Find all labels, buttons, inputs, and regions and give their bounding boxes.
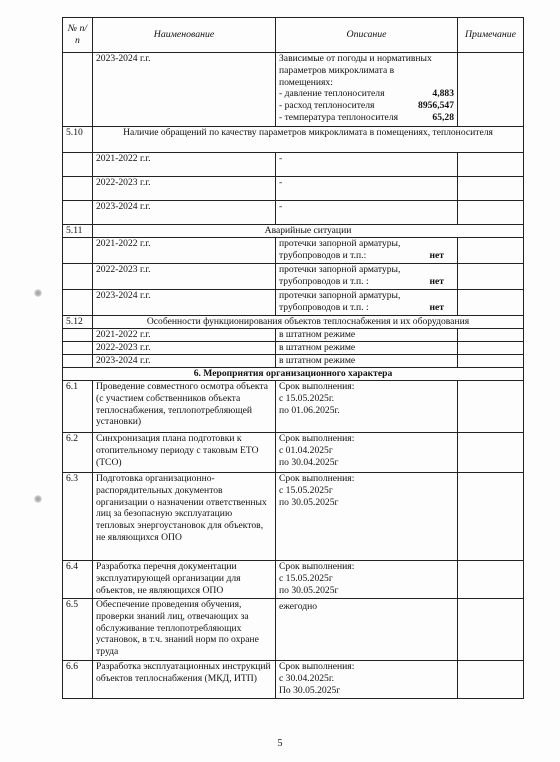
- section-title: Особенности функционирования объектов теплоснабжения и их оборудования: [93, 316, 524, 329]
- description-cell: -: [276, 177, 458, 201]
- description-cell: Зависимые от погоды и нормативных параметров микроклимата в помещениях: - давление теплоносителя 4,883 - расход теплоносителя 8956,547 - температура теплоносителя 65,28: [276, 53, 458, 127]
- description-cell: протечки запорной арматуры, трубопроводов и т.п. : нет: [276, 290, 458, 316]
- measure-name: Разработка эксплуатационных инструкций объектов теплоснабжения (МКД, ИТП): [93, 661, 276, 699]
- row-number: 6.5: [63, 599, 93, 661]
- row-number: 6.1: [63, 381, 93, 433]
- period-cell: 2023-2024 г.г.: [93, 355, 276, 368]
- description-cell: в штатном режиме: [276, 329, 458, 342]
- table-row: [63, 238, 524, 264]
- measure-name: Разработка перечня документации эксплуатирующей организации для объектов, не являющихся ОПО: [93, 561, 276, 599]
- table-row: [63, 381, 524, 433]
- pressure-value: 4,883: [432, 88, 454, 100]
- description-cell: в штатном режиме: [276, 355, 458, 368]
- measure-deadline: Срок выполнения: с 01.04.2025г по 30.04.2025г: [276, 433, 458, 473]
- row-number: 6.6: [63, 661, 93, 699]
- period-cell: 2023-2024 г.г.: [93, 290, 276, 316]
- punch-hole-mark: [34, 495, 42, 503]
- measure-name: Синхронизация плана подготовки к отопительному периоду с таковым ЕТО (ТСО): [93, 433, 276, 473]
- temperature-value: 65,28: [432, 111, 454, 123]
- row-number: 6.3: [63, 473, 93, 561]
- table-row: [63, 342, 524, 355]
- measure-name: Проведение совместного осмотра объекта (с участием собственников объекта теплоснабжения, теплопотребляющей установки): [93, 381, 276, 433]
- header-name: Наименование: [93, 18, 276, 53]
- section-title: Аварийные ситуации: [93, 225, 524, 238]
- measure-deadline: Срок выполнения: с 15.05.2025г. по 01.06.2025г.: [276, 381, 458, 433]
- section-row: [63, 225, 524, 238]
- requirements-table: [62, 17, 524, 699]
- period-cell: 2023-2024 г.г.: [93, 201, 276, 225]
- table-row: [63, 177, 524, 201]
- period-cell: 2021-2022 г.г.: [93, 238, 276, 264]
- table-row: [63, 661, 524, 699]
- period-cell: 2021-2022 г.г.: [93, 329, 276, 342]
- punch-hole-mark: [34, 289, 42, 297]
- table-row: [63, 355, 524, 368]
- table-row: [63, 153, 524, 177]
- table-row: [63, 433, 524, 473]
- measure-deadline: Срок выполнения: с 15.05.2025г по 30.05.2025г: [276, 561, 458, 599]
- period-cell: 2021-2022 г.г.: [93, 153, 276, 177]
- measure-name: Подготовка организационно-распорядительных документов организации о назначении ответственных лиц за безопасную эксплуатацию тепловых энергоустановок для объектов, не являющихся ОПО: [93, 473, 276, 561]
- table-row: [63, 561, 524, 599]
- table-header-row: [63, 18, 524, 53]
- description-cell: -: [276, 153, 458, 177]
- description-cell: протечки запорной арматуры, трубопроводов и т.п.: нет: [276, 238, 458, 264]
- table-row: [63, 201, 524, 225]
- table-row: [63, 329, 524, 342]
- page-number: 5: [277, 738, 283, 749]
- header-note: Примечание: [458, 18, 524, 53]
- table-row: [63, 599, 524, 661]
- flow-value: 8956,547: [418, 100, 454, 112]
- header-num: № п/п: [63, 18, 93, 53]
- section-number: 5.12: [63, 316, 93, 329]
- section-title: Наличие обращений по качеству параметров микроклимата в помещениях, теплоносителя: [93, 127, 524, 153]
- section-row: [63, 127, 524, 153]
- section-number: 5.10: [63, 127, 93, 153]
- period-cell: 2022-2023 г.г.: [93, 342, 276, 355]
- period-cell: 2022-2023 г.г.: [93, 264, 276, 290]
- header-desc: Описание: [276, 18, 458, 53]
- description-cell: -: [276, 201, 458, 225]
- section-row: [63, 316, 524, 329]
- measure-deadline: ежегодно: [276, 599, 458, 661]
- table-row: [63, 53, 524, 127]
- period-cell: 2023-2024 г.г.: [93, 53, 276, 127]
- table-row: [63, 264, 524, 290]
- description-cell: в штатном режиме: [276, 342, 458, 355]
- section-heading-row: [63, 368, 524, 381]
- measure-deadline: Срок выполнения: с 15.05.2025г по 30.05.2025г: [276, 473, 458, 561]
- period-cell: 2022-2023 г.г.: [93, 177, 276, 201]
- section-number: 5.11: [63, 225, 93, 238]
- measure-name: Обеспечение проведения обучения, проверки знаний лиц, отвечающих за обслуживание теплопотребляющих установок, в т.ч. знаний норм по охране труда: [93, 599, 276, 661]
- measure-deadline: Срок выполнения: с 30.04.2025г. По 30.05.2025г: [276, 661, 458, 699]
- section-heading: 6. Мероприятия организационного характера: [63, 368, 524, 381]
- description-cell: протечки запорной арматуры, трубопроводов и т.п. : нет: [276, 264, 458, 290]
- row-number: 6.4: [63, 561, 93, 599]
- table-row: [63, 290, 524, 316]
- row-number: 6.2: [63, 433, 93, 473]
- table-row: [63, 473, 524, 561]
